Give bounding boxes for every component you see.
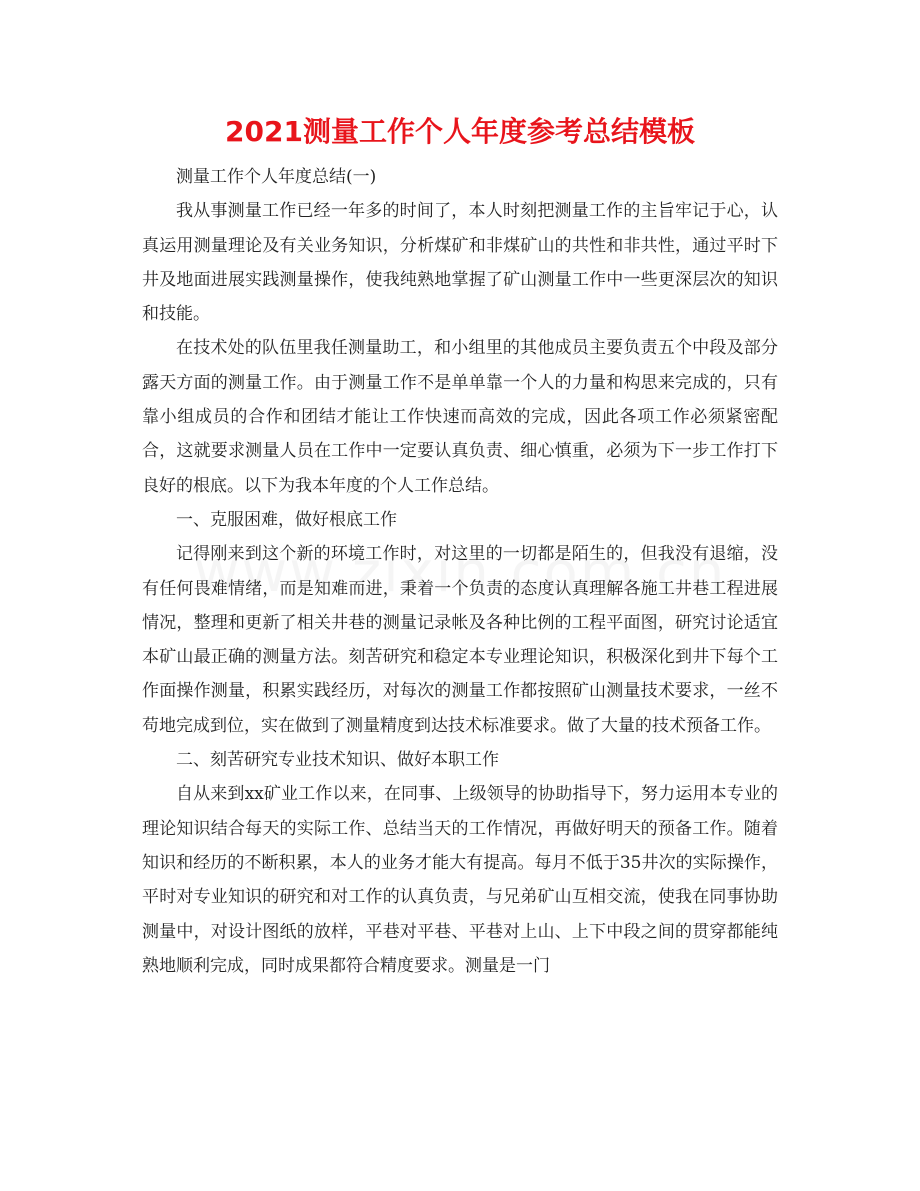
section-heading: 测量工作个人年度总结(一) — [176, 167, 377, 187]
section-heading: 一、克服困难，做好根底工作 — [176, 509, 397, 530]
section-heading: 二、刻苦研究专业技术知识、做好本职工作 — [176, 750, 499, 771]
body-paragraph: 在技术处的队伍里我任测量助工，和小组里的其他成员主要负责五个中段及部分露天方面的测量工作。由于测量工作不是单单靠一个人的力量和构思来完成的，只有靠小组成员的合作和团结才能让工作快速而高效的完成，因此各项工作必须紧密配合，这就要求测量人员在工作中一定要认真负责、细心慎重，必须为下一步工作打下良好的根底。以下为我本年度的个人工作总结。 — [142, 338, 778, 496]
body-paragraph: 自从来到xx矿业工作以来，在同事、上级领导的协助指导下，努力运用本专业的理论知识结合每天的实际工作、总结当天的工作情况，再做好明天的预备工作。随着知识和经历的不断积累，本人的业务才能大有提高。每月不低于35井次的实际操作，平时对专业知识的研究和对工作的认真负责，与兄弟矿山互相交流，使我在同事协助测量中，对设计图纸的放样，平巷对平巷、平巷对上山、上下中段之间的贯穿都能纯熟地顺利完成，同时成果都符合精度要求。测量是一门 — [142, 784, 778, 976]
document-title: 2021测量工作个人年度参考总结模板 — [225, 115, 695, 148]
body-paragraph: 记得刚来到这个新的环境工作时，对这里的一切都是陌生的，但我没有退缩，没有任何畏难情绪，而是知难而进，秉着一个负责的态度认真理解各施工井巷工程进展情况，整理和更新了相关井巷的测量记录帐及各种比例的工程平面图，研究讨论适宜本矿山最正确的测量方法。刻苦研究和稳定本专业理论知识，积极深化到井下每个工作面操作测量，积累实践经历，对每次的测量工作都按照矿山测量技术要求，一丝不苟地完成到位，实在做到了测量精度到达技术标准要求。做了大量的技术预备工作。 — [142, 544, 778, 736]
document-body — [142, 160, 778, 983]
body-paragraph: 我从事测量工作已经一年多的时间了，本人时刻把测量工作的主旨牢记于心，认真运用测量理论及有关业务知识，分析煤矿和非煤矿山的共性和非共性，通过平时下井及地面进展实践测量操作，使我纯熟地掌握了矿山测量工作中一些更深层次的知识和技能。 — [142, 201, 778, 325]
